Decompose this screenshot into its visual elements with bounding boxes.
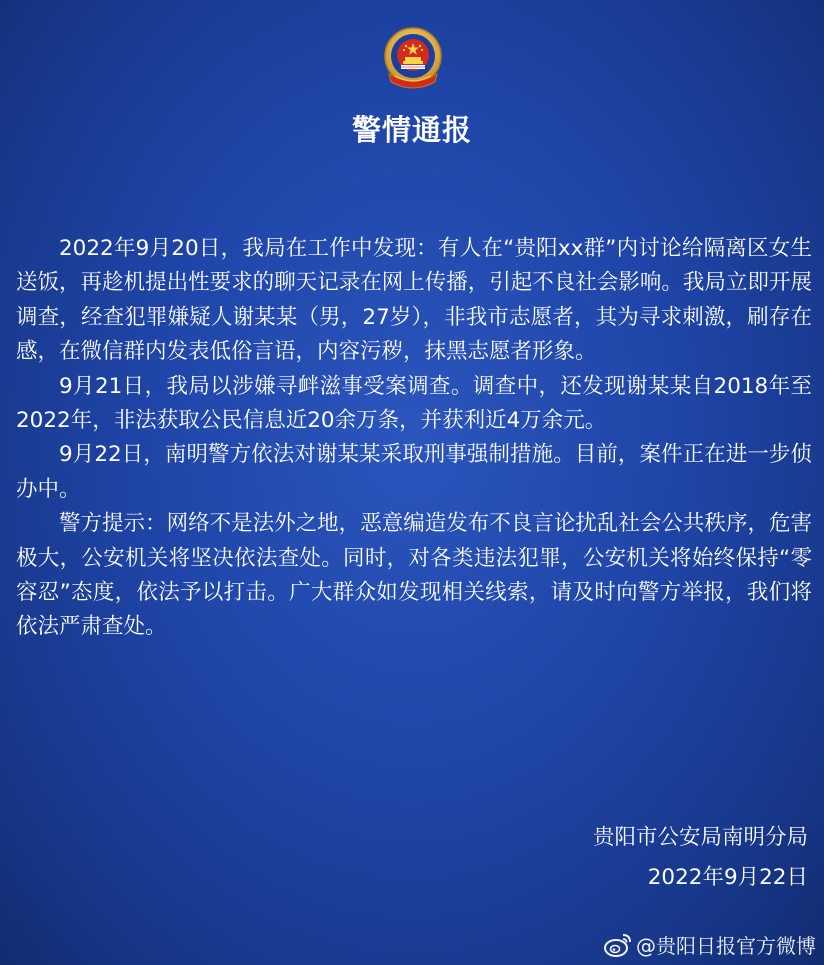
signature-date: 2022年9月22日 — [647, 865, 808, 890]
notice-body — [16, 232, 812, 645]
police-emblem-icon — [381, 26, 445, 94]
signature-block — [593, 818, 808, 898]
weibo-icon — [603, 931, 633, 959]
paragraph-incident: 2022年9月20日，我局在工作中发现：有人在“贵阳xx群”内讨论给隔离区女生送饭，再趁机提出性要求的聊天记录在网上传播，引起不良社会影响。我局立即开展调查，经查犯罪嫌疑人谢某某（男，27岁），非我市志愿者，其为寻求刺激，刷存在感，在微信群内发表低俗言语，内容污秽，抹黑志愿者形象。 — [16, 236, 812, 365]
paragraph-investigation: 9月21日，我局以涉嫌寻衅滋事受案调查。调查中，还发现谢某某自2018年至2022年，非法获取公民信息近20余万条，并获利近4万余元。 — [16, 373, 812, 434]
weibo-watermark — [603, 930, 816, 959]
watermark-text: @贵阳日报官方微博 — [636, 934, 816, 958]
signature-organization: 贵阳市公安局南明分局 — [592, 825, 808, 850]
paragraph-measures: 9月22日，南明警方依法对谢某某采取刑事强制措施。目前，案件正在进一步侦办中。 — [16, 442, 812, 502]
paragraph-warning: 警方提示：网络不是法外之地，恶意编造发布不良言论扰乱社会公共秩序，危害极大，公安机关将坚决依法查处。同时，对各类违法犯罪，公安机关将始终保持“零容忍”态度，依法予以打击。广大群众如发现相关线索，请及时向警方举报，我们将依法严肃查处。 — [16, 511, 812, 640]
page-title: 警情通报 — [351, 113, 472, 147]
